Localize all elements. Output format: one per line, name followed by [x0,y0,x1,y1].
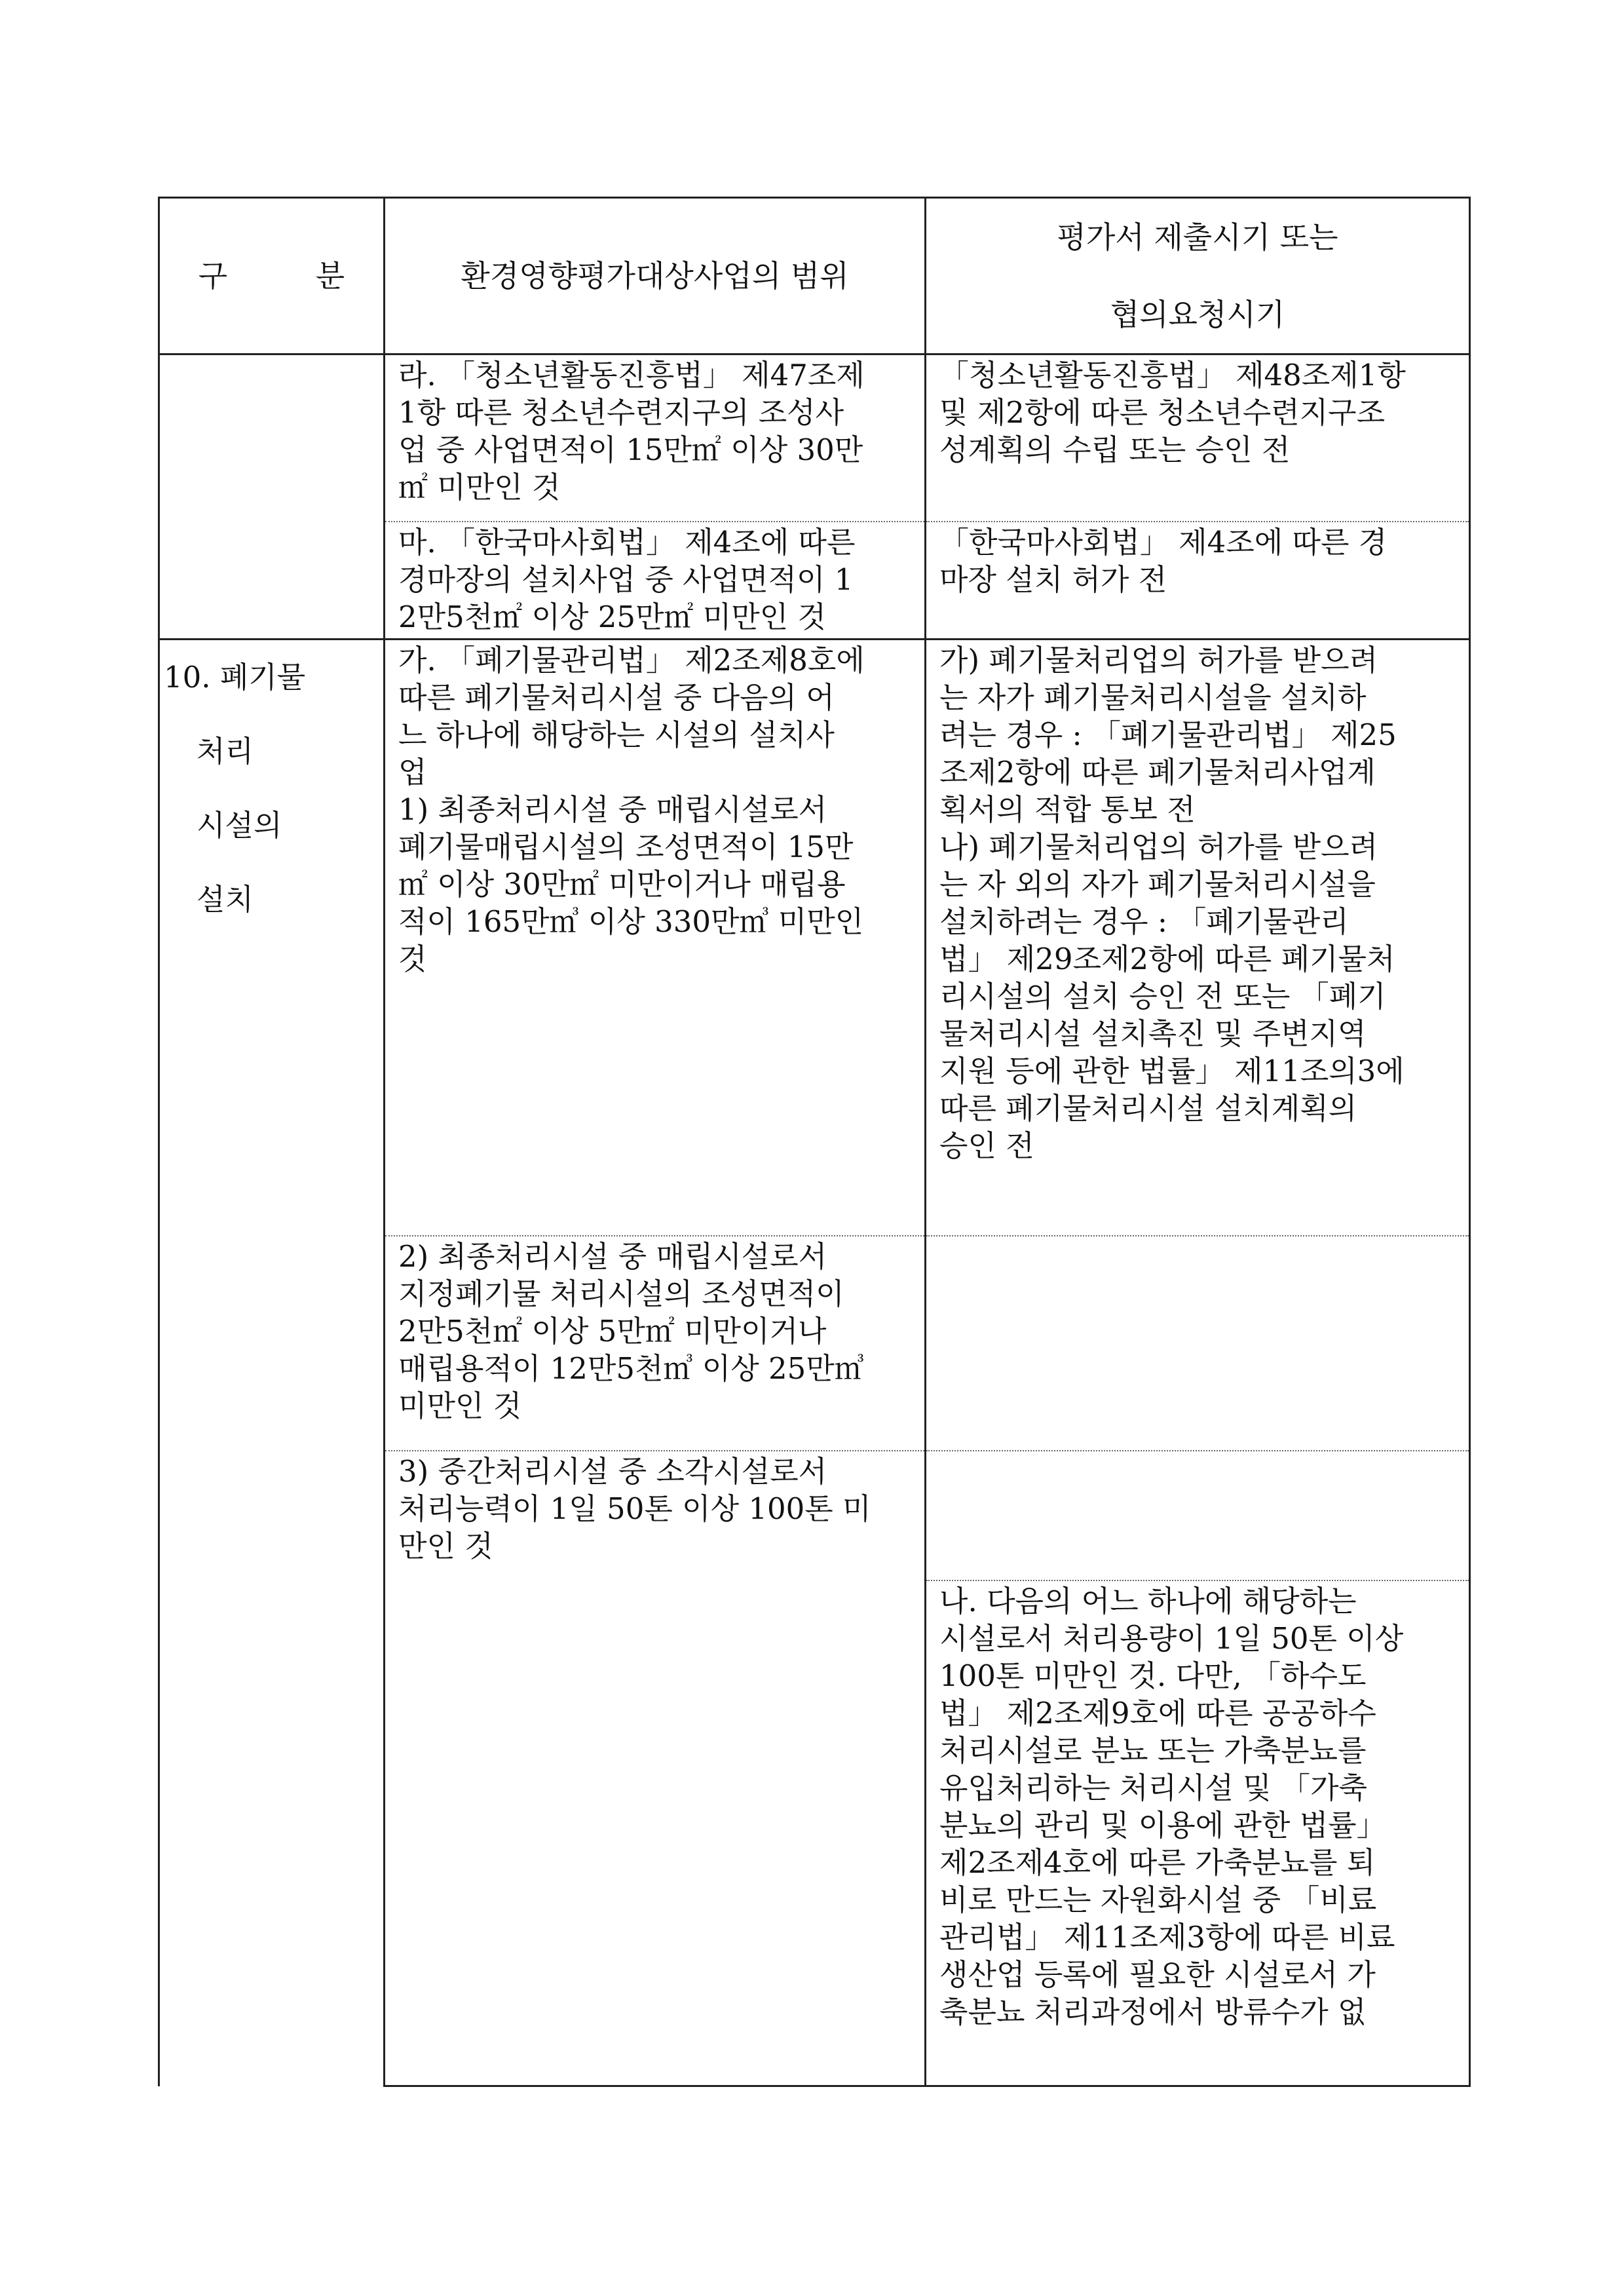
scope-cell [385,522,926,640]
environmental-impact-table [158,197,1471,2087]
timing-text [1471,1581,1497,1582]
category-label [160,640,383,936]
scope-cell [385,1236,926,1451]
scope-text: 3) 중간처리시설 중 소각시설로서 처리능력이 1일 50톤 이상 100톤 미 만인 것 [398,1453,871,1563]
header-scope-label: 환경영향평가대상사업의 범위 [461,258,849,294]
header-timing-line1: 평가서 제출시기 또는 [1057,220,1338,255]
timing-cell [926,522,1470,640]
scope-text: 라. 「청소년활동진흥법」 제47조제 1항 따른 청소년수련지구의 조성사 업 중 사업면적이 15만㎡ 이상 30만 ㎡ 미만인 것 [398,358,865,505]
timing-cell [926,354,1470,522]
category-line-4: 설치 [197,882,254,917]
timing-text [926,1236,1469,1238]
category-cell-empty [159,522,385,640]
timing-cell [926,640,1470,1236]
category-line-1: 10. 폐기물 [164,660,306,695]
scope-text: 2) 최종처리시설 중 매립시설로서 지정폐기물 처리시설의 조성면적이 2만5천㎡ 이상 5만㎡ 미만이거나 매립용적이 12만5천㎥ 이상 25만㎥ 미만인 것 [398,1238,864,1423]
header-category [159,198,385,354]
scope-cell [385,1451,926,1580]
scope-cell [926,1580,1470,2086]
scope-text: 마. 「한국마사회법」 제4조에 따른 경마장의 설치사업 중 사업면적이 1 2만5천㎡ 이상 25만㎡ 미만인 것 [398,524,856,634]
category-line-2: 처리 [197,734,254,769]
table-row [159,640,1470,1236]
category-cell [159,640,385,2086]
scope-text: 가. 「폐기물관리법」 제2조제8호에 따른 폐기물처리시설 중 다음의 어 느 하나에 해당하는 시설의 설치사 업 1) 최종처리시설 중 매립시설로서 폐기물매립시설의 조성면적이 15만 ㎡ 이상 30만㎡ 미만이거나 매립용 적이 165만㎥ 이상 330만㎥ 미만인 것 [398,643,865,976]
timing-text [926,1451,1469,1453]
scope-cell [385,354,926,522]
scope-cell [385,640,926,1236]
table-row [159,354,1470,522]
timing-text: 가) 폐기물처리업의 허가를 받으려 는 자가 폐기물처리시설을 설치하 려는 경우 : 「폐기물관리법」 제25 조제2항에 따른 폐기물처리사업계 획서의 적합 통보 전 나) 폐기물처리업의 허가를 받으려 는 자 외의 자가 폐기물처리시설을 설치하려는 경우 : 「폐기물관리 법」 제29조제2항에 따른 폐기물처 리시설의 설치 승인 전 또는 「폐기 물처리시설 설치촉진 및 주변지역 지원 등에 관한 법률」 제11조의3에 따른 폐기물처리시설 설치계획의 승인 전 [939,643,1405,1163]
timing-cell [926,1236,1470,1451]
category-line-3: 시설의 [197,808,282,843]
category-cell-empty [385,1580,926,2086]
timing-text: 「한국마사회법」 제4조에 따른 경 마장 설치 허가 전 [939,524,1388,597]
table-row [159,522,1470,640]
table-header-row [159,198,1470,354]
header-timing [926,198,1470,354]
scope-text: 나. 다음의 어느 하나에 해당하는 시설로서 처리용량이 1일 50톤 이상 100톤 미만인 것. 다만, 「하수도 법」 제2조제9호에 따른 공공하수 처리시설로 분뇨 또는 가축분뇨를 유입처리하는 처리시설 및 「가축 분뇨의 관리 및 이용에 관한 법률」 제2조제4호에 따른 가축분뇨를 퇴 비로 만드는 자원화시설 중 「비료 관리법」 제11조제3항에 따른 비료 생산업 등록에 필요한 시설로서 가 축분뇨 처리과정에서 방류수가 없 [939,1583,1404,2029]
category-cell-empty [159,354,385,522]
header-category-label: 구 분 [198,258,385,294]
header-scope [385,198,926,354]
header-timing-line2: 협의요청시기 [1110,297,1285,332]
timing-text: 「청소년활동진흥법」 제48조제1항 및 제2항에 따른 청소년수련지구조 성계획의 수립 또는 승인 전 [939,358,1406,467]
timing-cell [926,1451,1470,1580]
